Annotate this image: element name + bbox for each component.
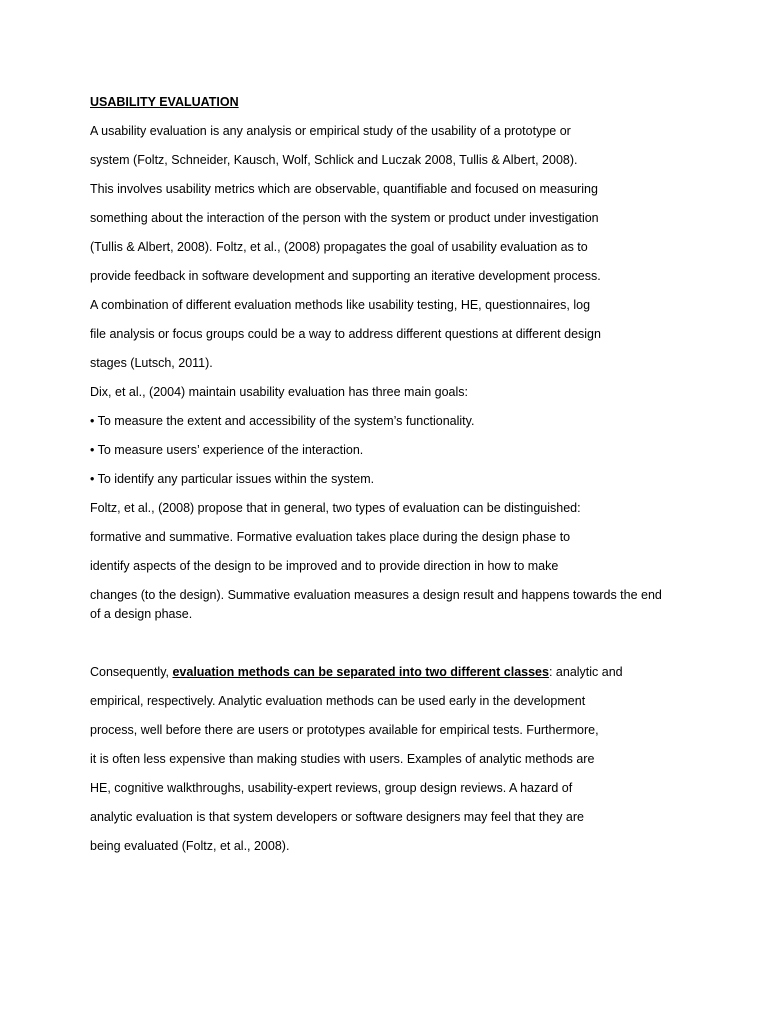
body-line: provide feedback in software development and supporting an iterative development process. — [90, 269, 601, 283]
body-line: something about the interaction of the person with the system or product under investigation — [90, 211, 599, 225]
body-line: identify aspects of the design to be improved and to provide direction in how to make — [90, 559, 559, 573]
body-line: process, well before there are users or prototypes available for empirical tests. Furthermore, — [90, 723, 599, 737]
body-line: analytic evaluation is that system developers or software designers may feel that they are — [90, 810, 585, 824]
bullet-item: • To measure the extent and accessibility of the system’s functionality. — [90, 414, 475, 428]
document-heading: USABILITY EVALUATION — [90, 95, 239, 109]
body-line: A combination of different evaluation methods like usability testing, HE, questionnaires, log — [90, 298, 591, 312]
body-line: file analysis or focus groups could be a way to address different questions at different design — [90, 327, 601, 341]
body-line: stages (Lutsch, 2011). — [90, 356, 213, 370]
body-line: (Tullis & Albert, 2008). Foltz, et al., (2008) propagates the goal of usability evaluation as to — [90, 240, 588, 254]
body-line: Dix, et al., (2004) maintain usability evaluation has three main goals: — [90, 385, 468, 399]
body-line: A usability evaluation is any analysis or empirical study of the usability of a prototype or — [90, 124, 571, 138]
bullet-item: • To identify any particular issues within the system. — [90, 472, 375, 486]
body-line: formative and summative. Formative evaluation takes place during the design phase to — [90, 530, 571, 544]
body-line: HE, cognitive walkthroughs, usability-expert reviews, group design reviews. A hazard of — [90, 781, 573, 795]
body-line: Foltz, et al., (2008) propose that in general, two types of evaluation can be distinguished: — [90, 501, 581, 515]
body-line: being evaluated (Foltz, et al., 2008). — [90, 839, 290, 853]
body-line: it is often less expensive than making studies with users. Examples of analytic methods are — [90, 752, 595, 766]
body-line: empirical, respectively. Analytic evaluation methods can be used early in the development — [90, 694, 586, 708]
body-line: changes (to the design). Summative evaluation measures a design result and happens towards the end — [90, 588, 662, 602]
para2-suffix: : analytic and — [548, 665, 623, 679]
paragraph-two-first-line — [90, 665, 680, 679]
para2-prefix: Consequently, — [90, 665, 173, 679]
bullet-item: • To measure users’ experience of the interaction. — [90, 443, 364, 457]
body-line: of a design phase. — [90, 607, 193, 621]
para2-emphasis: evaluation methods can be separated into two different classes — [172, 665, 549, 679]
body-line: This involves usability metrics which are observable, quantifiable and focused on measuring — [90, 182, 598, 196]
body-line: system (Foltz, Schneider, Kausch, Wolf, Schlick and Luczak 2008, Tullis & Albert, 2008). — [90, 153, 578, 167]
